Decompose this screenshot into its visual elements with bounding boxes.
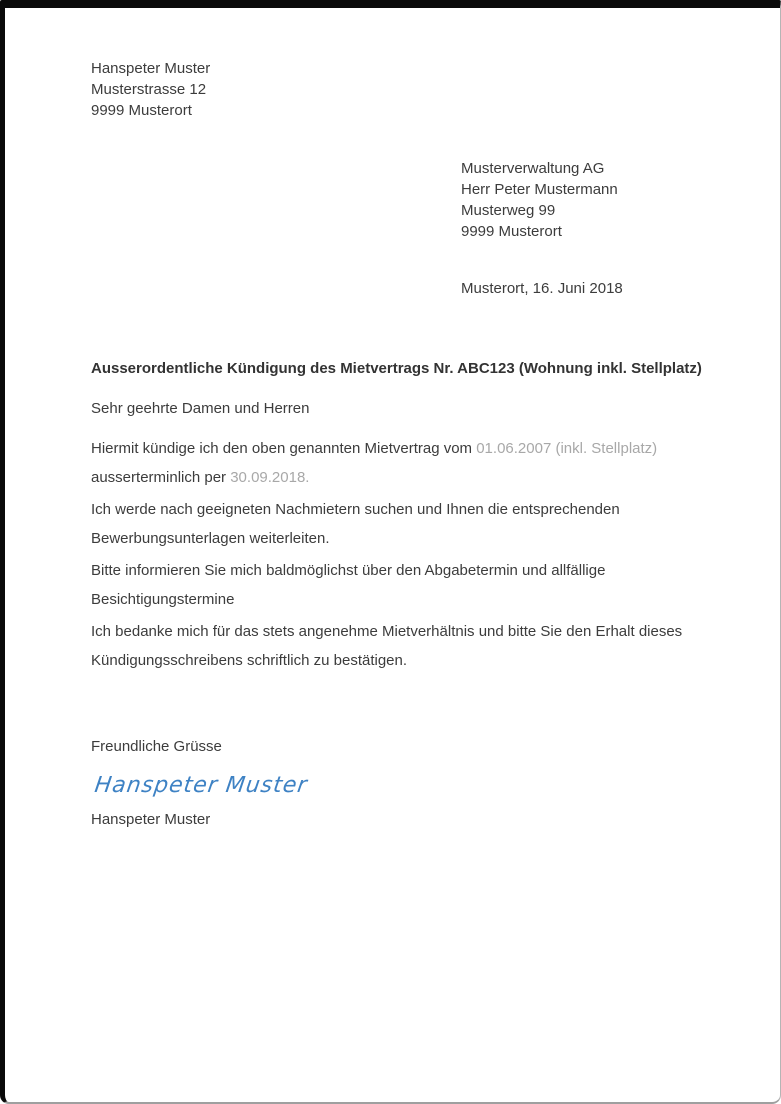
paragraph-thanks-confirmation — [91, 617, 721, 675]
sender-city: 9999 Musterort — [91, 102, 192, 119]
letter-body — [91, 434, 721, 678]
salutation: Sehr geehrte Damen und Herren — [91, 400, 310, 417]
recipient-company: Musterverwaltung AG — [461, 160, 605, 177]
body-text-line: Ich werde nach geeigneten Nachmietern suchen und Ihnen die entsprechenden — [91, 501, 620, 518]
body-text-line: Bitte informieren Sie mich baldmöglichst über den Abgabetermin und allfällige — [91, 562, 606, 579]
closing-greeting: Freundliche Grüsse — [91, 738, 222, 755]
subject-line: Ausserordentliche Kündigung des Mietvertrags Nr. ABC123 (Wohnung inkl. Stellplatz) — [91, 360, 702, 377]
body-text-line: Kündigungsschreibens schriftlich zu bestätigen. — [91, 652, 408, 669]
body-text-line: Bewerbungsunterlagen weiterleiten. — [91, 530, 330, 547]
paragraph-handover-info — [91, 556, 721, 614]
paragraph-termination — [91, 434, 721, 492]
paragraph-successor-tenants — [91, 495, 721, 553]
recipient-address — [461, 158, 618, 242]
body-text-segment: Hiermit kündige ich den oben genannten Mietvertrag vom — [91, 440, 477, 457]
date-line: Musterort, 16. Juni 2018 — [461, 280, 623, 297]
body-text-line: Ich bedanke mich für das stets angenehme Mietverhältnis und bitte Sie den Erhalt dieses — [91, 623, 683, 640]
recipient-city: 9999 Musterort — [461, 223, 562, 240]
recipient-street: Musterweg 99 — [461, 202, 556, 219]
placeholder-contract-start-date: 01.06.2007 (inkl. Stellplatz) — [476, 440, 658, 457]
signature-printed-name: Hanspeter Muster — [91, 811, 211, 828]
body-text-segment: ausserterminlich per — [91, 469, 231, 486]
signature-handwritten: Hanspeter Muster — [93, 773, 310, 798]
recipient-person: Herr Peter Mustermann — [461, 181, 618, 198]
placeholder-termination-date: 30.09.2018. — [230, 469, 310, 486]
sender-street: Musterstrasse 12 — [91, 81, 207, 98]
sender-address — [91, 58, 210, 121]
sender-name: Hanspeter Muster — [91, 60, 211, 77]
body-text-line: Besichtigungstermine — [91, 591, 235, 608]
